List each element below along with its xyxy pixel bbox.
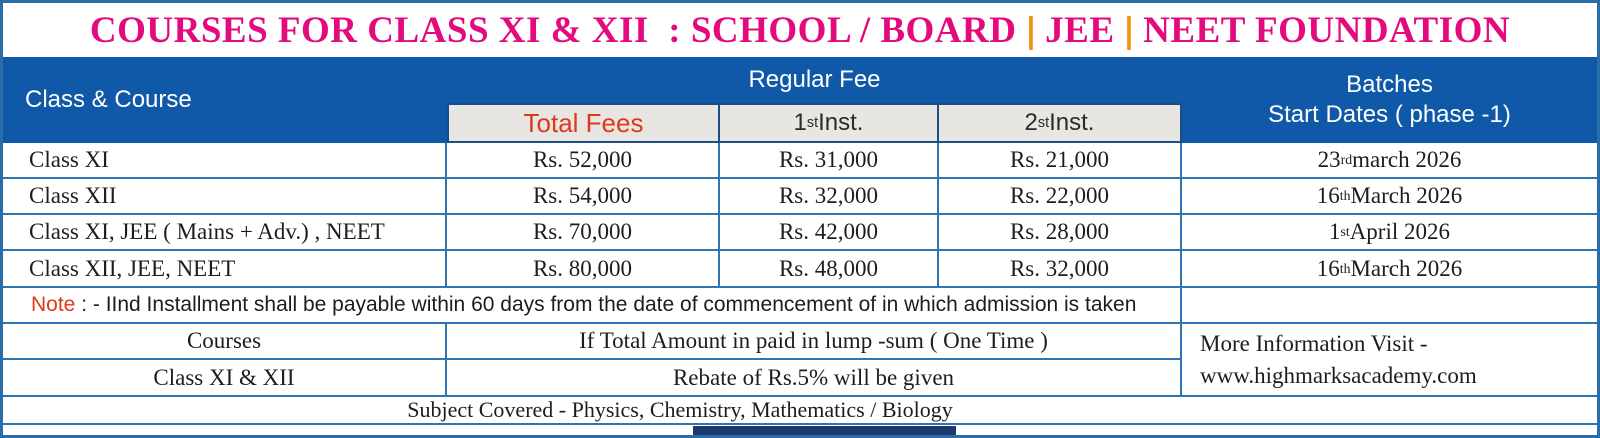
- more-info-text: More Information Visit -: [1200, 331, 1428, 357]
- title-separator-bar: |: [1122, 9, 1135, 51]
- title-separator-bar: |: [1024, 9, 1037, 51]
- table-header: [3, 57, 1597, 143]
- batches-line1: Batches: [1346, 71, 1433, 98]
- note-row: [3, 288, 1182, 324]
- col-header-second-installment: 2 st Inst.: [939, 103, 1182, 143]
- second-installment-cell: Rs. 28,000: [939, 215, 1182, 251]
- col-header-batches-start-dates: [1182, 57, 1597, 143]
- title-segment-jee: JEE: [1045, 9, 1115, 51]
- start-date-cell: 23 rd march 2026: [1182, 143, 1597, 179]
- start-date-cell: 16 th March 2026: [1182, 179, 1597, 215]
- rebate-cell: Rebate of Rs.5% will be given: [447, 360, 1182, 397]
- batches-line2: Start Dates ( phase -1): [1268, 101, 1511, 128]
- note-text: : - IInd Installment shall be payable within 60 days from the date of commencement of in which admission is taken: [75, 293, 1137, 316]
- col-group-regular-fee: [447, 57, 1182, 143]
- title-segment-school-board: COURSES FOR CLASS XI & XII : SCHOOL / BOARD: [89, 9, 1017, 51]
- start-date-cell: 1 st April 2026: [1182, 215, 1597, 251]
- total-fee-cell: Rs. 54,000: [447, 179, 720, 215]
- subject-covered-row: Subject Covered - Physics, Chemistry, Mathematics / Biology: [3, 397, 1597, 425]
- course-cell: Class XII: [3, 179, 447, 215]
- total-fee-cell: Rs. 52,000: [447, 143, 720, 179]
- first-installment-cell: Rs. 32,000: [720, 179, 939, 215]
- course-cell: Class XII, JEE, NEET: [3, 251, 447, 288]
- more-information-cell: [1182, 324, 1597, 397]
- bottom-navy-strip: [693, 426, 956, 435]
- col-header-regular-fee: Regular Fee: [748, 66, 881, 93]
- col-header-first-installment: 1 st Inst.: [720, 103, 939, 143]
- course-cell: Class XI: [3, 143, 447, 179]
- lump-sum-condition-cell: If Total Amount in paid in lump -sum ( One Time ): [447, 324, 1182, 360]
- total-fee-cell: Rs. 80,000: [447, 251, 720, 288]
- first-installment-cell: Rs. 42,000: [720, 215, 939, 251]
- first-installment-cell: Rs. 31,000: [720, 143, 939, 179]
- page-title: [3, 3, 1597, 57]
- col-header-total-fees: Total Fees: [447, 103, 720, 143]
- second-installment-cell: Rs. 22,000: [939, 179, 1182, 215]
- sub-header-row: [447, 103, 1182, 143]
- total-fee-cell: Rs. 70,000: [447, 215, 720, 251]
- fee-table-body: [3, 143, 1597, 425]
- courses-label-cell: Courses: [3, 324, 447, 360]
- start-date-cell: 16 th March 2026: [1182, 251, 1597, 288]
- empty-cell: [1182, 288, 1597, 324]
- class-label-cell: Class XI & XII: [3, 360, 447, 397]
- second-installment-cell: Rs. 21,000: [939, 143, 1182, 179]
- website-url: www.highmarksacademy.com: [1200, 362, 1477, 388]
- col-header-class-course: Class & Course: [25, 86, 192, 113]
- course-cell: Class XI, JEE ( Mains + Adv.) , NEET: [3, 215, 447, 251]
- first-installment-cell: Rs. 48,000: [720, 251, 939, 288]
- note-label: Note: [31, 293, 76, 316]
- title-segment-neet-foundation: NEET FOUNDATION: [1143, 9, 1511, 51]
- second-installment-cell: Rs. 32,000: [939, 251, 1182, 288]
